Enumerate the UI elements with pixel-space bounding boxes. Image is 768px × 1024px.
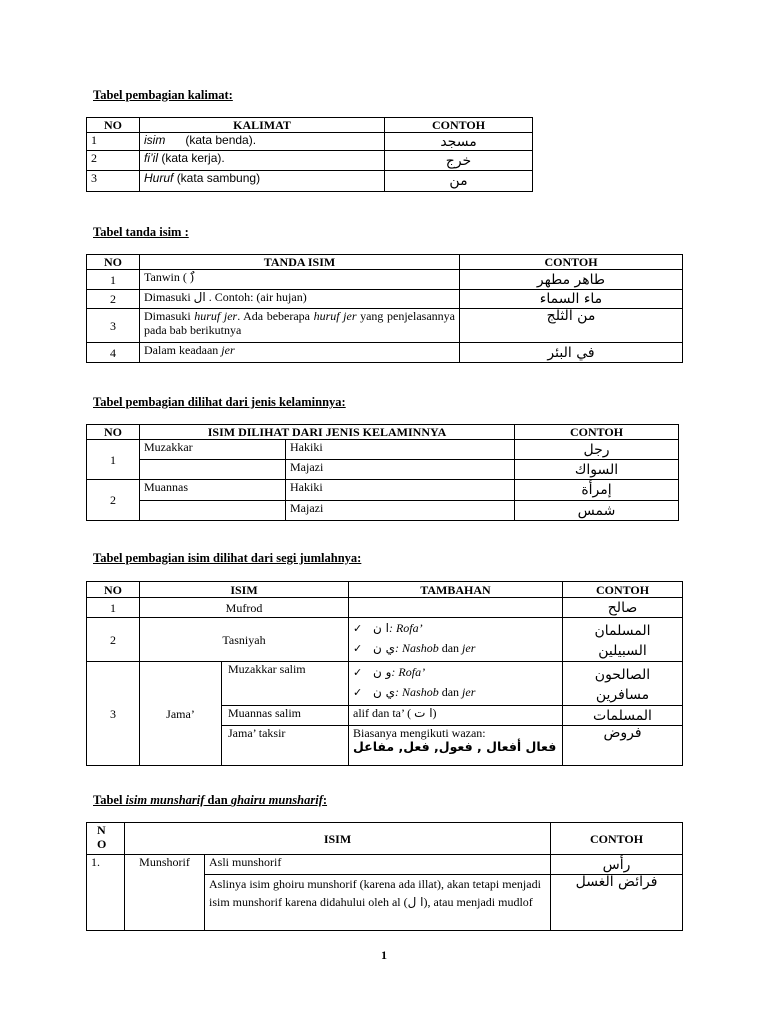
text: : Rofa’ [391, 665, 426, 679]
example: الصالحون [594, 667, 651, 683]
contoh-cell: رأس [551, 855, 683, 875]
tambahan-cell [349, 726, 563, 766]
type-cell: Muzakkar [140, 440, 286, 460]
col-header-isim: ISIM [125, 823, 551, 855]
row-no: 1 [87, 440, 140, 480]
tanda-cell [140, 309, 460, 343]
desc: (kata sambung) [176, 171, 261, 185]
kalimat-cell [140, 171, 385, 192]
row-no: 1 [87, 133, 140, 151]
col-header-no: NO [87, 118, 140, 133]
table-row [87, 133, 533, 151]
table-row [87, 343, 683, 363]
isim-cell: Tasniyah [140, 618, 349, 662]
sub-cell: Muannas salim [222, 706, 349, 726]
table-row [87, 460, 679, 480]
text: huruf jer [313, 309, 357, 323]
table-row [87, 501, 679, 521]
desc: (kata kerja). [161, 151, 225, 165]
text: ghairu munsharif [230, 793, 323, 807]
tanda-cell [140, 270, 460, 290]
desc: (kata benda). [185, 133, 257, 147]
col-header-contoh: CONTOH [460, 255, 683, 270]
contoh-cell: المسلمات [563, 706, 683, 726]
check-icon: ✓ [353, 666, 363, 679]
kalimat-cell [140, 133, 385, 151]
text: Dimasuki [144, 309, 195, 323]
contoh-cell: خرج [385, 151, 533, 171]
sub-cell: Hakiki [286, 480, 515, 501]
row-no: 4 [87, 343, 140, 363]
text: yang penjelasannya pada bab berikutnya [144, 309, 455, 337]
text: huruf jer [194, 309, 238, 323]
type-cell: Muannas [140, 480, 286, 501]
table-row [87, 662, 683, 706]
arabic-suffix: ا ت [414, 706, 433, 720]
table-row [87, 480, 679, 501]
example: المسلمان [594, 623, 651, 639]
text: ) [189, 270, 194, 284]
contoh-cell: في البئر [460, 343, 683, 363]
row-no: 1 [87, 270, 140, 290]
table-row [87, 309, 683, 343]
text: jer [462, 641, 476, 655]
col-header-no: NO [87, 425, 140, 440]
tambahan-cell [349, 598, 563, 618]
arabic-suffix: ي ن [373, 685, 396, 699]
type-cell [140, 460, 286, 480]
col-header-no: NO [87, 582, 140, 598]
text: dan [204, 793, 231, 807]
isim-cell: Mufrod [140, 598, 349, 618]
text: Tanwin ( [144, 270, 190, 284]
col-header-isim: ISIM [140, 582, 349, 598]
col-header-no: N O [87, 823, 125, 855]
text: . Contoh: (air hujan) [208, 290, 307, 304]
text: alif dan ta’ ( [353, 706, 412, 720]
text: Tabel [93, 793, 126, 807]
tanda-cell [140, 290, 460, 309]
alif-lam: ال [193, 290, 206, 304]
section-title-jumlah: Tabel pembagian isim dilihat dari segi jumlahnya: [93, 551, 362, 565]
text: : Nashob [395, 685, 439, 699]
row-no: 3 [87, 171, 140, 192]
contoh-cell: فرائض الغسل [551, 875, 683, 931]
table-row [87, 855, 683, 875]
sub-cell: Asli munshorif [205, 855, 551, 875]
row-no: 2 [87, 151, 140, 171]
row-no: 2 [87, 480, 140, 521]
tambahan-cell [349, 618, 563, 662]
contoh-cell: صالح [563, 598, 683, 618]
text: dan [438, 641, 463, 655]
col-header-contoh: CONTOH [551, 823, 683, 855]
row-no: 2 [87, 290, 140, 309]
text: ) [432, 706, 437, 720]
section-title-tanda-isim: Tabel tanda isim : [93, 225, 189, 239]
arabic-suffix: ا ن [373, 621, 389, 635]
contoh-cell: ماء السماء [460, 290, 683, 309]
wazan-list: فعال أفعال , فعول, فعل, مفاعل [353, 739, 557, 754]
text: Dalam keadaan [144, 343, 222, 357]
text: . Ada beberapa [237, 309, 314, 323]
contoh-cell: من الثلج [460, 309, 683, 343]
contoh-cell: مسجد [385, 133, 533, 151]
sub-cell: Hakiki [286, 440, 515, 460]
table-row [87, 270, 683, 290]
col-header-contoh: CONTOH [563, 582, 683, 598]
section-title-munsharif [93, 793, 327, 808]
section-title-kalimat: Tabel pembagian kalimat: [93, 88, 233, 102]
term: isim [144, 133, 166, 147]
page-number: 1 [381, 948, 387, 962]
section-title-jenis-kelamin: Tabel pembagian dilihat dari jenis kelaminnya: [93, 395, 346, 409]
kalimat-cell [140, 151, 385, 171]
row-no: 3 [87, 662, 140, 766]
contoh-cell: فروض [563, 726, 683, 766]
table-row [87, 151, 533, 171]
table-tanda-isim [86, 254, 683, 363]
tanda-cell [140, 343, 460, 363]
text: : [322, 793, 328, 807]
row-no: 1 [87, 598, 140, 618]
text: isim munsharif [125, 793, 205, 807]
contoh-cell [563, 662, 683, 706]
check-icon: ✓ [353, 686, 363, 699]
contoh-cell [563, 618, 683, 662]
row-no: 1. [87, 855, 125, 931]
text: dan [438, 685, 463, 699]
sub-cell: Jama’ taksir [222, 726, 349, 766]
sub-cell: Majazi [286, 460, 515, 480]
row-no: 3 [87, 309, 140, 343]
example: السبيلين [598, 643, 647, 659]
col-header-no: NO [87, 255, 140, 270]
text: ), atau menjadi mudlof [423, 895, 533, 909]
text: Dimasuki [144, 290, 194, 304]
col-header-isim-jenis: ISIM DILIHAT DARI JENIS KELAMINNYA [140, 425, 515, 440]
sub-cell: Majazi [286, 501, 515, 521]
table-row [87, 171, 533, 192]
contoh-cell: شمس [515, 501, 679, 521]
text: : Nashob [395, 641, 439, 655]
type-cell: Munshorif [125, 855, 205, 931]
isim-cell: Jama’ [140, 662, 222, 766]
table-row [87, 440, 679, 460]
check-icon: ✓ [353, 622, 363, 635]
col-header-tambahan: TAMBAHAN [349, 582, 563, 598]
contoh-cell: إمرأة [515, 480, 679, 501]
term: fi’il [144, 151, 158, 165]
text: jer [221, 343, 235, 357]
table-jenis-kelamin [86, 424, 679, 521]
col-header-tanda-isim: TANDA ISIM [140, 255, 460, 270]
check-icon: ✓ [353, 642, 363, 655]
table-kalimat [86, 117, 533, 192]
contoh-cell: من [385, 171, 533, 192]
text: jer [462, 685, 476, 699]
table-row [87, 598, 683, 618]
text: Biasanya mengikuti wazan: [353, 726, 486, 740]
text: : Rofa’ [388, 621, 423, 635]
alif-lam: ا ل [407, 895, 424, 909]
example: مسافرين [595, 687, 650, 703]
table-row [87, 618, 683, 662]
arabic-suffix: و ن [373, 665, 392, 679]
table-jumlah [86, 581, 683, 766]
contoh-cell: طاهر مطهر [460, 270, 683, 290]
text: Aslinya isim ghoiru munshorif (karena ada illat), akan tetapi menjadi isim munshorif karena didahului oleh al ( [209, 877, 541, 909]
arabic-suffix: ي ن [373, 641, 396, 655]
tambahan-cell [349, 662, 563, 706]
col-header-kalimat: KALIMAT [140, 118, 385, 133]
sub-cell: Muzakkar salim [222, 662, 349, 706]
row-no: 2 [87, 618, 140, 662]
term: Huruf [144, 171, 174, 185]
table-row [87, 290, 683, 309]
type-cell [140, 501, 286, 521]
col-header-contoh: CONTOH [515, 425, 679, 440]
col-header-contoh: CONTOH [385, 118, 533, 133]
tambahan-cell [349, 706, 563, 726]
sub-cell [205, 875, 551, 931]
table-munsharif [86, 822, 683, 931]
contoh-cell: رجل [515, 440, 679, 460]
contoh-cell: السواك [515, 460, 679, 480]
